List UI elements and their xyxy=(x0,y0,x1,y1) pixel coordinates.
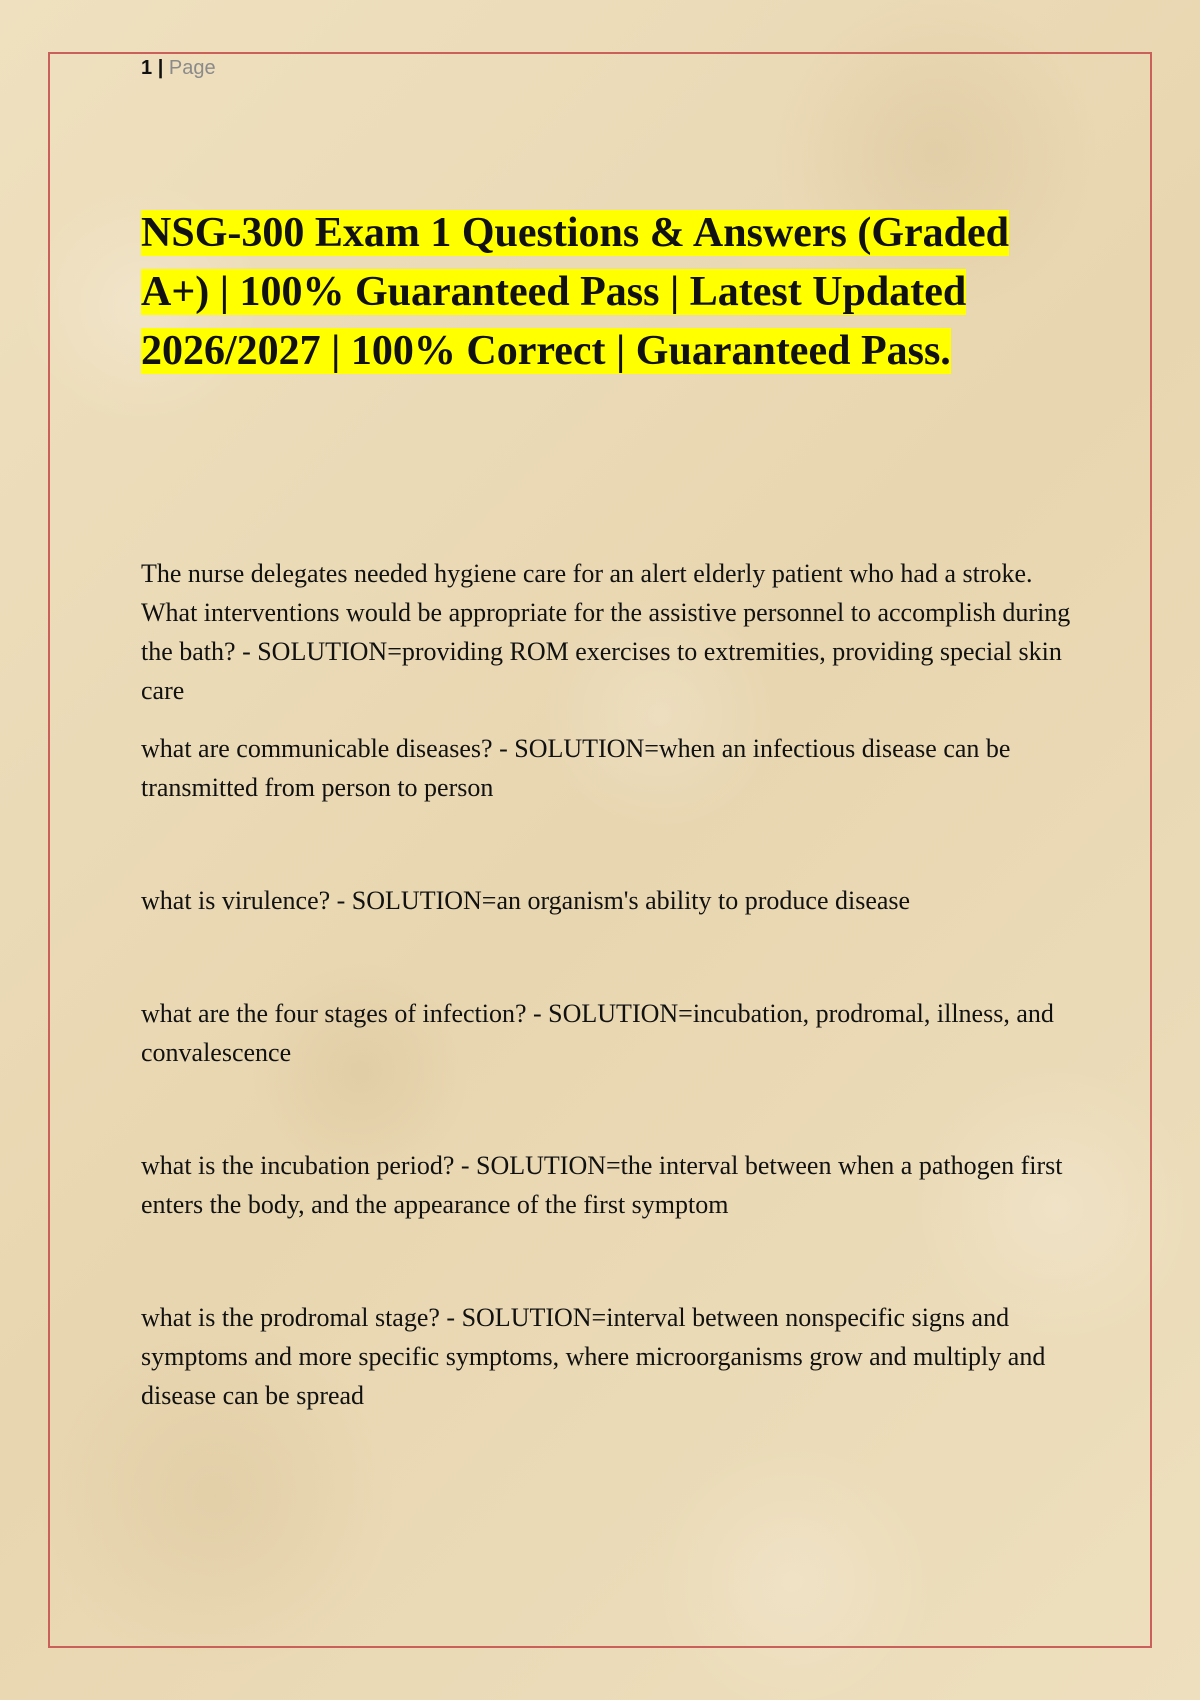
document-title xyxy=(141,204,1081,381)
qa-item-2: what are communicable diseases? - SOLUTION=when an infectious disease can be transmitted from person to person xyxy=(141,734,1011,802)
title-highlight: NSG-300 Exam 1 Questions & Answers (Graded A+) | 100% Guaranteed Pass | Latest Updated 2026/2027 | 100% Correct | Guaranteed Pass. xyxy=(141,210,1010,374)
page-label: Page xyxy=(168,57,216,79)
qa-item-5: what is the incubation period? - SOLUTION=the interval between when a pathogen first enters the body, and the appearance of the first symptom xyxy=(141,1151,1063,1219)
page-separator: | xyxy=(157,57,164,79)
qa-item-3: what is virulence? - SOLUTION=an organism's ability to produce disease xyxy=(141,886,911,915)
qa-item-1: The nurse delegates needed hygiene care for an alert elderly patient who had a stroke. What interventions would be appropriate for the assistive personnel to accomplish during the bath? - SOLUTION=providing ROM exercises to extremities, providing special skin care xyxy=(141,559,1071,705)
qa-list xyxy=(141,554,1081,1415)
qa-item-6: what is the prodromal stage? - SOLUTION=interval between nonspecific signs and symptoms and more specific symptoms, where microorganisms grow and multiply and disease can be spread xyxy=(141,1303,1046,1410)
page-number: 1 xyxy=(141,57,153,79)
qa-item-4: what are the four stages of infection? - SOLUTION=incubation, prodromal, illness, and convalescence xyxy=(141,999,1054,1067)
page-header xyxy=(141,55,216,81)
